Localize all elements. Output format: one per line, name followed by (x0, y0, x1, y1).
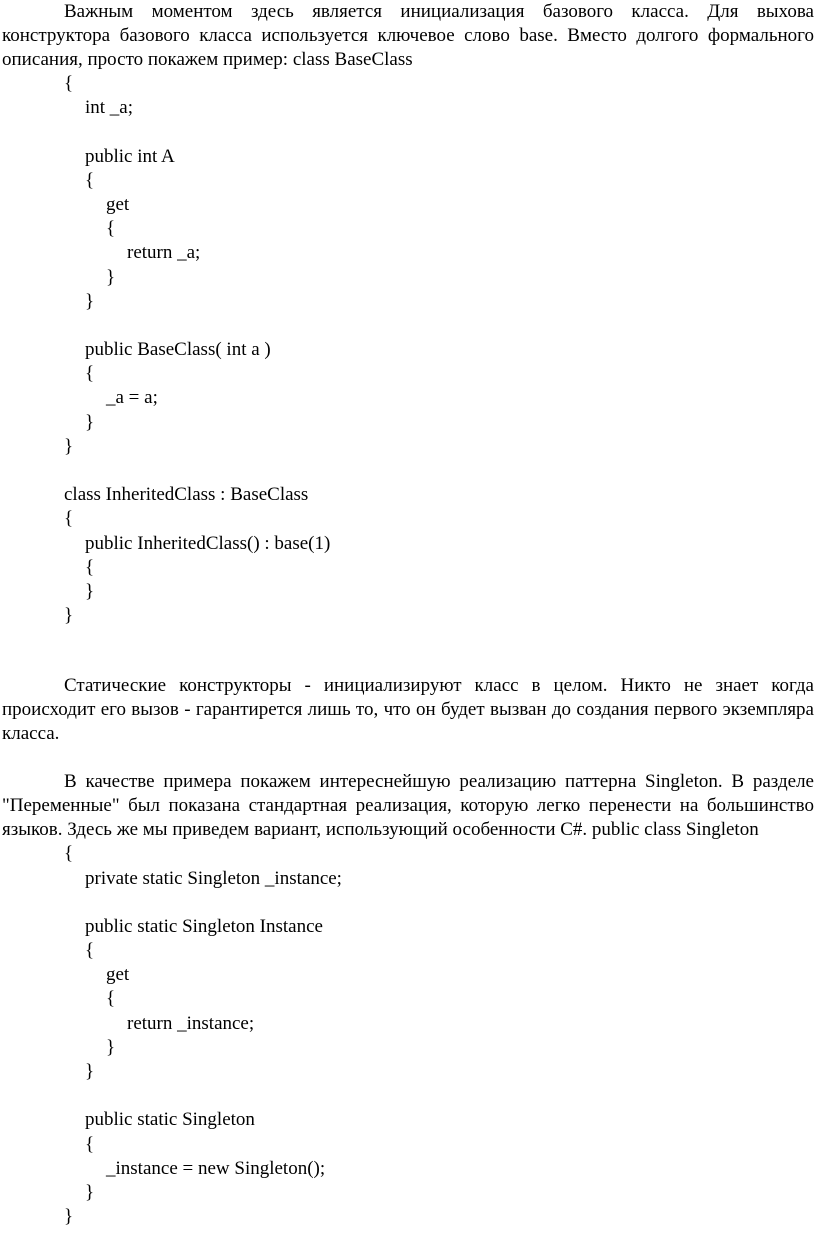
code-line: } (85, 1061, 95, 1082)
code-blank-line (2, 1084, 814, 1108)
code-blank-line (2, 891, 814, 915)
code-line: return _a; (127, 242, 201, 264)
code-line: private static Singleton _instance; (85, 867, 342, 889)
code-line: { (85, 940, 95, 962)
code-blank-line (2, 314, 814, 338)
code-line: _instance = new Singleton(); (106, 1157, 326, 1179)
code-line: { (64, 508, 74, 530)
code-line: public static Singleton Instance (85, 915, 323, 937)
code-line: public BaseClass( int a ) (85, 339, 271, 361)
code-line: } (85, 580, 95, 602)
code-line: class InheritedClass : BaseClass (64, 484, 309, 506)
paragraph-text: Статические конструкторы - инициализируют класс в целом. Никто не знает когда происходит его вызов - гарантирется лишь то, что он будет вызван до создания первого экземпляра класса. (2, 675, 814, 745)
paragraph-text: В качестве примера покажем интереснейшую реализацию паттерна Singleton. В разделе "Переменные" был показана стандартная реализация, которую легко перенести на большинство языков. Здесь же мы приведем вариант, использующий особенности С#. public class Singleton (2, 771, 814, 841)
code-line: { (85, 169, 95, 191)
code-line: public int A (85, 145, 175, 167)
code-line: return _instance; (127, 1012, 255, 1034)
code-line: public InheritedClass() : base(1) (85, 532, 331, 554)
code-line: { (106, 218, 116, 240)
code-block-singleton (2, 842, 814, 1229)
paragraph-static-constructors (2, 674, 814, 746)
code-line: } (64, 1206, 74, 1228)
paragraph-text: Важным моментом здесь является инициализация базового класса. Для выхова конструктора базового класса используется ключевое слово base. Вместо долгого формального описания, просто покажем пример: class BaseClass (2, 1, 814, 70)
code-line: } (106, 266, 116, 288)
code-line: } (85, 1181, 95, 1203)
code-line: _a = a; (106, 387, 158, 409)
code-block-base-class (2, 72, 814, 628)
paragraph-base-class-intro (2, 0, 814, 72)
code-line: } (106, 1036, 116, 1058)
code-line: int _a; (85, 97, 134, 119)
code-line: } (85, 290, 95, 312)
code-line: get (106, 193, 130, 215)
document-page (2, 0, 814, 1229)
code-line: { (85, 1133, 95, 1155)
code-line: { (64, 73, 74, 94)
code-line: { (64, 843, 74, 865)
code-line: { (106, 988, 116, 1010)
code-line: get (106, 964, 130, 986)
code-blank-line (2, 459, 814, 483)
paragraph-singleton-intro (2, 770, 814, 842)
code-line: { (85, 363, 95, 385)
code-line: { (85, 556, 95, 578)
code-line: } (64, 435, 74, 457)
code-line: } (85, 411, 95, 433)
code-line: public static Singleton (85, 1109, 255, 1131)
code-line: } (64, 605, 74, 627)
code-blank-line (2, 120, 814, 144)
